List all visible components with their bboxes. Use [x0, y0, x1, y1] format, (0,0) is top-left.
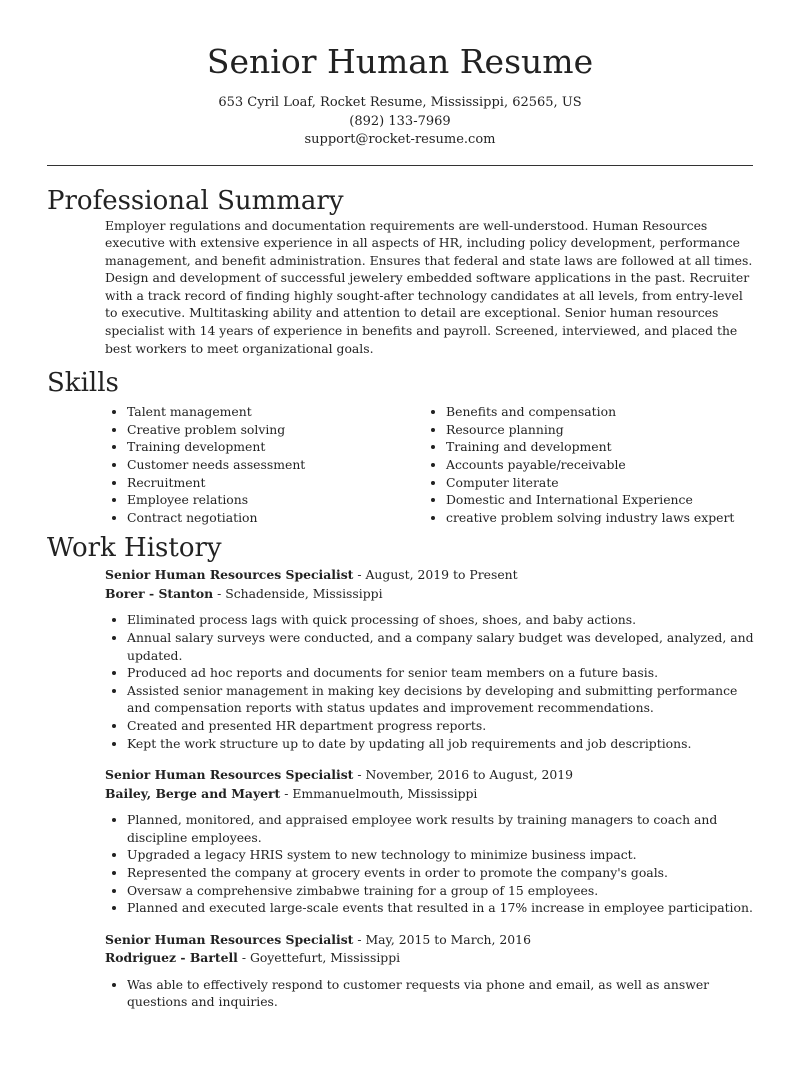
job-company: Borer - Stanton — [105, 585, 214, 601]
job-location: - Goyettefurt, Mississippi — [237, 950, 401, 966]
list-item: • Was able to effectively respond to customer requests via phone and email, as well as answer questions and inquiries. — [127, 976, 755, 1011]
job-entry — [105, 766, 800, 917]
list-item: • Talent management — [127, 403, 424, 421]
job-bullets — [105, 611, 755, 752]
phone: (892) 133-7969 — [349, 113, 451, 129]
list-item: • Recruitment — [127, 474, 424, 492]
job-dates: - November, 2016 to August, 2019 — [353, 767, 573, 783]
skills-heading: Skills — [47, 368, 119, 399]
list-item: • Computer literate — [446, 474, 743, 492]
resume-header — [0, 42, 800, 150]
email: support@rocket-resume.com — [304, 132, 496, 147]
summary-text: Employer regulations and documentation requirements are well-understood. Human Resources executive with extensive experience in all aspects of HR, including policy development, performance management, and benefit administration. Ensures that federal and state laws are followed at all times. Design and development of successful jewelery embedded software applications in the past. Recruiter with a track record of finding highly sought-after technology candidates at all levels, from entry-level to executive. Multitasking ability and attention to detail are exceptional. Senior human resources specialist with 14 years of experience in benefits and payroll. Screened, interviewed, and placed the best workers to meet organizational goals. — [105, 217, 753, 356]
list-item: • creative problem solving industry laws expert — [446, 509, 743, 527]
list-item: • Benefits and compensation — [446, 403, 743, 421]
list-item: • Assisted senior management in making key decisions by developing and submitting performance and compensation reports with status updates and improvement recommendations. — [127, 682, 755, 717]
list-item: • Oversaw a comprehensive zimbabwe training for a group of 15 employees. — [127, 882, 755, 900]
job-bullets — [105, 811, 755, 917]
list-item: • Domestic and International Experience — [446, 491, 743, 509]
list-item: • Eliminated process lags with quick processing of shoes, shoes, and baby actions. — [127, 611, 755, 629]
resume-name: Senior Human Resume — [206, 42, 594, 81]
list-item: • Employee relations — [127, 491, 424, 509]
job-title: Senior Human Resources Specialist — [105, 567, 354, 583]
list-item: • Kept the work structure up to date by updating all job requirements and job descriptions. — [127, 735, 755, 753]
work-history-list — [0, 566, 800, 1011]
list-item: • Creative problem solving — [127, 421, 424, 439]
list-item: • Created and presented HR department progress reports. — [127, 717, 755, 735]
job-dates: - May, 2015 to March, 2016 — [353, 931, 531, 947]
job-dates: - August, 2019 to Present — [353, 567, 518, 583]
list-item: • Planned and executed large-scale events that resulted in a 17% increase in employee participation. — [127, 899, 755, 917]
job-title: Senior Human Resources Specialist — [105, 931, 354, 947]
skills-list — [105, 403, 800, 526]
skills-column-right — [424, 403, 743, 526]
job-location: - Schadenside, Mississippi — [213, 585, 383, 601]
job-entry — [105, 931, 800, 1011]
job-bullets — [105, 976, 755, 1011]
list-item: • Produced ad hoc reports and documents for senior team members on a future basis. — [127, 664, 755, 682]
list-item: • Training development — [127, 438, 424, 456]
list-item: • Resource planning — [446, 421, 743, 439]
job-company: Rodriguez - Bartell — [105, 950, 238, 966]
list-item: • Customer needs assessment — [127, 456, 424, 474]
divider — [47, 165, 753, 166]
job-location: - Emmanuelmouth, Mississippi — [280, 785, 478, 801]
skills-column-left — [105, 403, 424, 526]
work-history-heading: Work History — [47, 533, 222, 564]
list-item: • Upgraded a legacy HRIS system to new technology to minimize business impact. — [127, 846, 755, 864]
job-title: Senior Human Resources Specialist — [105, 767, 354, 783]
job-company: Bailey, Berge and Mayert — [105, 785, 281, 801]
address: 653 Cyril Loaf, Rocket Resume, Mississippi, 62565, US — [218, 95, 582, 110]
list-item: • Annual salary surveys were conducted, and a company salary budget was developed, analyzed, and updated. — [127, 629, 755, 664]
job-entry — [105, 566, 800, 752]
list-item: • Training and development — [446, 438, 743, 456]
list-item: • Accounts payable/receivable — [446, 456, 743, 474]
list-item: • Represented the company at grocery events in order to promote the company's goals. — [127, 864, 755, 882]
list-item: • Contract negotiation — [127, 509, 424, 527]
list-item: • Planned, monitored, and appraised employee work results by training managers to coach and discipline employees. — [127, 811, 755, 846]
summary-heading: Professional Summary — [47, 185, 344, 216]
